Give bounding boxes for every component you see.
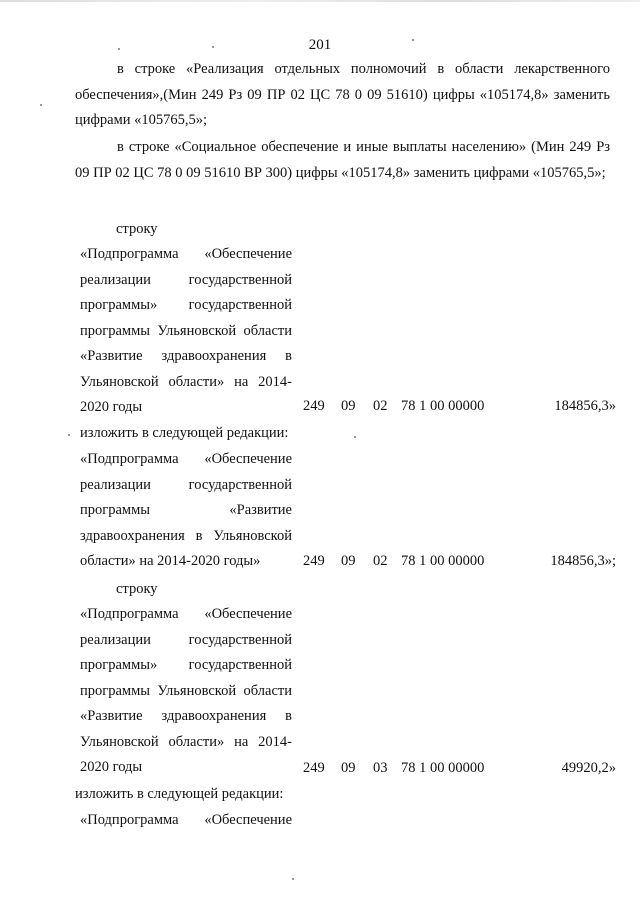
page-number: 201: [308, 37, 332, 53]
row-2-cs: 78 1 00 00000: [401, 553, 485, 569]
row-3-pr: 03: [373, 760, 388, 776]
row-3-cs: 78 1 00 00000: [401, 760, 485, 776]
row-2-rz: 09: [341, 553, 356, 569]
scan-speck: [68, 434, 70, 436]
row-2-min: 249: [303, 553, 325, 569]
row-2-sum: 184856,3»;: [550, 553, 616, 569]
label-stroku-1: строку: [116, 221, 158, 237]
scan-speck: [354, 436, 356, 438]
row-2-pr: 02: [373, 553, 388, 569]
row-1-cs: 78 1 00 00000: [401, 398, 485, 414]
scan-speck: [412, 39, 414, 41]
scan-edge: [0, 0, 640, 2]
row-1-min: 249: [303, 398, 325, 414]
row-1-sum: 184856,3»: [554, 398, 616, 414]
label-izlozhit-2: изложить в следующей редакции:: [75, 786, 284, 802]
scan-speck: [212, 46, 214, 48]
paragraph-1: в строке «Реализация отдельных полномочий в области лекарственного обеспечения»,(Мин 249 Рз 09 ПР 02 ЦС 78 0 09 51610) цифры «105174,8» заменить цифрами «105765,5»;: [75, 61, 610, 128]
paragraph-2: в строке «Социальное обеспечение и иные выплаты населению» (Мин 249 Рз 09 ПР 02 ЦС 78 0 09 51610 ВР 300) цифры «105174,8» заменить цифрами «105765,5»;: [75, 139, 610, 181]
scan-speck: [118, 48, 120, 50]
scan-speck: [292, 878, 294, 880]
row-3-sum: 49920,2»: [561, 760, 616, 776]
row-3-rz: 09: [341, 760, 356, 776]
row-4-label: «Подпрограмма «Обеспечение: [80, 812, 292, 828]
label-stroku-2: строку: [116, 581, 158, 597]
scan-speck: [40, 104, 42, 106]
row-3-label: «Подпрограмма «Обеспечение реализации государственной программы» государственной программы Ульяновской области «Развитие здравоохранения в Ульяновской области» на 2014-2020 годы: [80, 606, 292, 775]
label-izlozhit-1: изложить в следующей редакции:: [80, 425, 289, 441]
row-2-label: «Подпрограмма «Обеспечение реализации государственной программы «Развитие здравоохранения в Ульяновской области» на 2014-2020 годы»: [80, 451, 292, 569]
row-1-pr: 02: [373, 398, 388, 414]
row-1-rz: 09: [341, 398, 356, 414]
row-3-min: 249: [303, 760, 325, 776]
row-1-label: «Подпрограмма «Обеспечение реализации государственной программы» государственной программы Ульяновской области «Развитие здравоохранения в Ульяновской области» на 2014-2020 годы: [80, 246, 292, 415]
